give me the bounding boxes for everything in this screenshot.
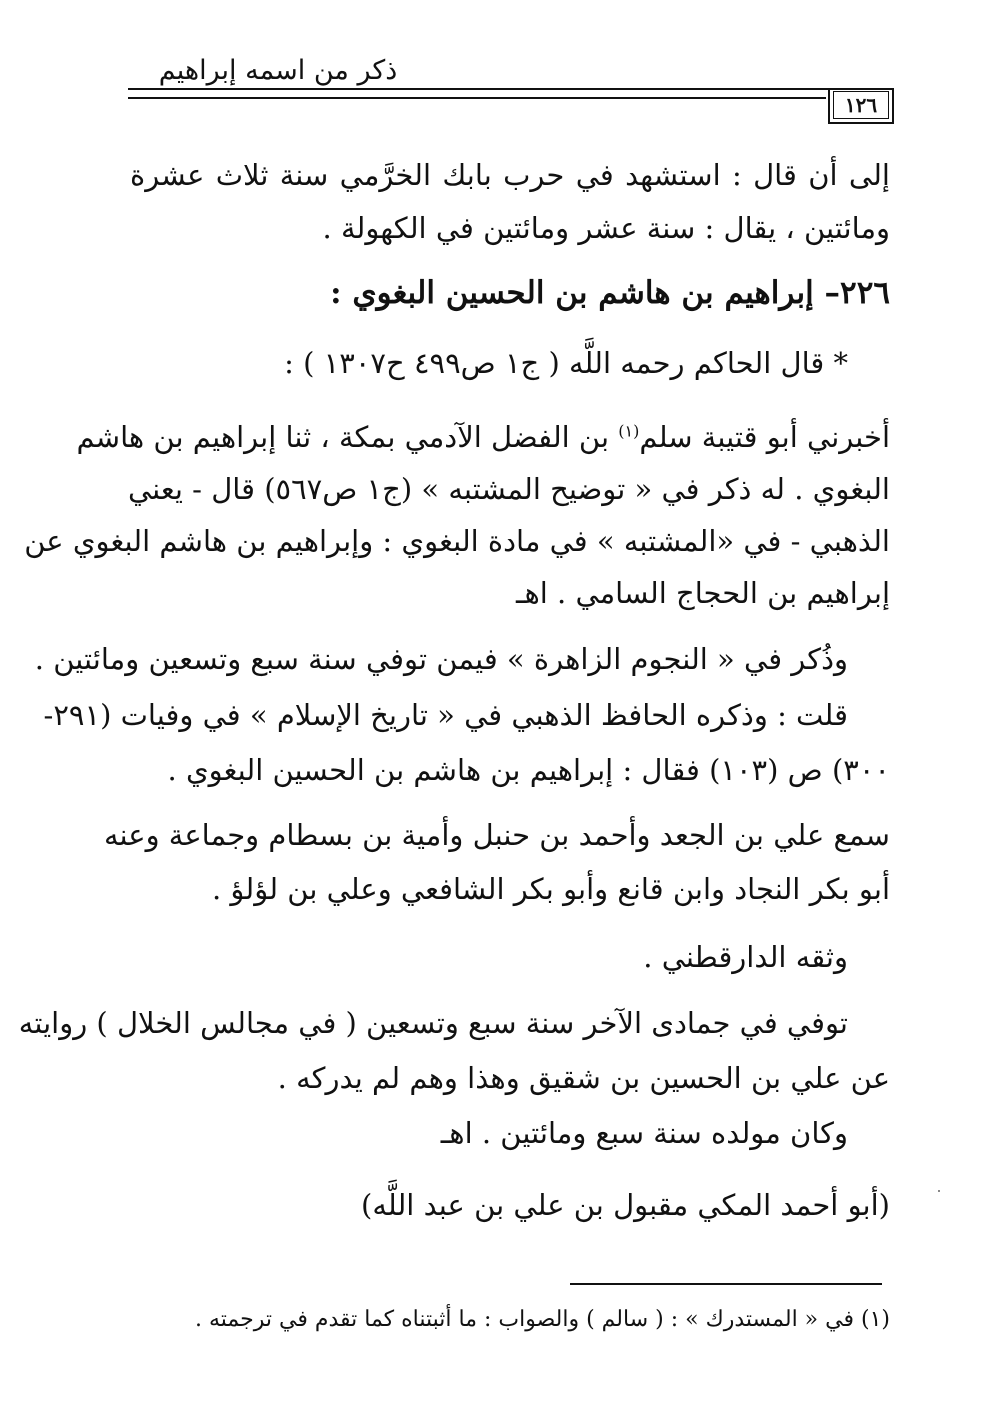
header-rule-bottom bbox=[128, 97, 826, 99]
footnote-rule bbox=[570, 1283, 882, 1285]
scan-speck bbox=[938, 1190, 940, 1192]
running-title: ذكر من اسمه إبراهيم bbox=[158, 55, 398, 86]
page-number: ١٢٦ bbox=[833, 91, 889, 119]
body-line-9: وذُكر في « النجوم الزاهرة » فيمن توفي سنة سبع وتسعين ومائتين . bbox=[34, 642, 848, 676]
body-line-16: عن علي بن الحسين بن شقيق وهذا وهم لم يدركه . bbox=[277, 1061, 890, 1095]
body-line-1: إلى أن قال : استشهد في حرب بابك الخرَّمي سنة ثلاث عشرة bbox=[130, 158, 890, 192]
body-line-12: سمع علي بن الجعد وأحمد بن حنبل وأمية بن بسطام وجماعة وعنه bbox=[103, 818, 890, 852]
narrator-text-continued: بن الفضل الآدمي بمكة ، ثنا إبراهيم بن هاشم bbox=[76, 420, 610, 454]
compiler-credit: (أبو أحمد المكي مقبول بن علي بن عبد اللَّه) bbox=[361, 1188, 890, 1222]
body-line-15: توفي في جمادى الآخر سنة سبع وتسعين ( في مجالس الخلال ) روايته bbox=[18, 1006, 848, 1040]
footnote bbox=[190, 1300, 890, 1340]
narrator-text: أخبرني أبو قتيبة سلم bbox=[639, 420, 890, 454]
footnote-text: في « المستدرك » : ( سالم ) والصواب : ما أثبتناه كما تقدم في ترجمته . bbox=[194, 1307, 854, 1332]
body-line-13: أبو بكر النجاد وابن قانع وأبو بكر الشافعي وعلي بن لؤلؤ . bbox=[211, 872, 890, 906]
page-number-box bbox=[828, 88, 894, 124]
footnote-marker: (١) bbox=[618, 421, 640, 441]
body-line-7: الذهبي - في «المشتبه » في مادة البغوي : وإبراهيم بن هاشم البغوي عن bbox=[24, 524, 890, 558]
body-line-11: ٣٠٠) ص (١٠٣) فقال : إبراهيم بن هاشم بن الحسين البغوي . bbox=[167, 753, 890, 787]
body-line-5 bbox=[76, 412, 890, 462]
body-line-2: ومائتين ، يقال : سنة عشر ومائتين في الكهولة . bbox=[322, 211, 890, 245]
footnote-number: (١) bbox=[860, 1307, 890, 1332]
body-line-14: وثقه الدارقطني . bbox=[643, 940, 848, 974]
body-line-17: وكان مولده سنة سبع ومائتين . اهـ bbox=[440, 1116, 848, 1150]
body-line-6: البغوي . له ذكر في « توضيح المشتبه » (ج١ ص٥٦٧) قال - يعني bbox=[127, 472, 890, 506]
entry-heading: ٢٢٦– إبراهيم بن هاشم بن الحسين البغوي : bbox=[330, 275, 890, 311]
body-line-10: قلت : وذكره الحافظ الذهبي في « تاريخ الإسلام » في وفيات (٢٩١- bbox=[43, 698, 848, 732]
body-line-8: إبراهيم بن الحجاج السامي . اهـ bbox=[515, 576, 890, 610]
hakim-citation: * قال الحاكم رحمه اللَّه ( ج١ ص٤٩٩ ح١٣٠٧ ) : bbox=[284, 346, 848, 380]
header-rule-top bbox=[128, 88, 894, 90]
